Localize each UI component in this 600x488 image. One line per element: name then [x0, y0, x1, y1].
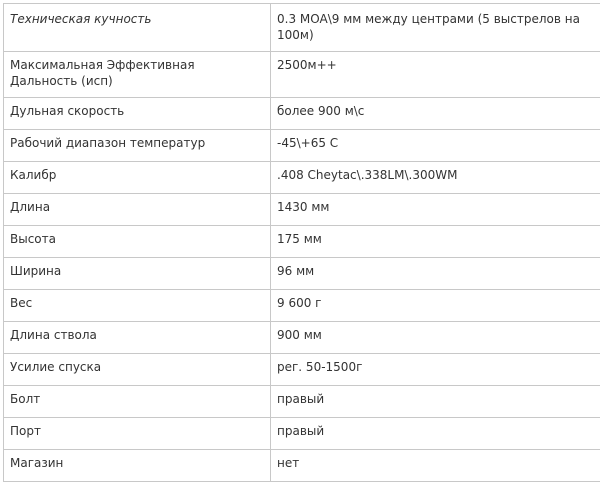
- spec-label: Длина ствола: [4, 322, 271, 354]
- table-row: [4, 226, 600, 258]
- spec-label: Порт: [4, 418, 271, 450]
- table-row: [4, 4, 600, 52]
- spec-label: Рабочий диапазон температур: [4, 130, 271, 162]
- spec-value: 9 600 г: [271, 290, 600, 322]
- spec-label: Калибр: [4, 162, 271, 194]
- spec-value: нет: [271, 450, 600, 482]
- table-row: [4, 418, 600, 450]
- spec-value: 2500м++: [271, 52, 600, 98]
- table-row: [4, 450, 600, 482]
- spec-value: 0.3 MOA\9 мм между центрами (5 выстрелов на 100м): [271, 4, 600, 52]
- spec-value: 175 мм: [271, 226, 600, 258]
- spec-label: Длина: [4, 194, 271, 226]
- spec-value: 1430 мм: [271, 194, 600, 226]
- spec-label: Высота: [4, 226, 271, 258]
- spec-value: .408 Cheytac\.338LM\.300WM: [271, 162, 600, 194]
- table-row: [4, 52, 600, 98]
- spec-value: 900 мм: [271, 322, 600, 354]
- spec-label: Магазин: [4, 450, 271, 482]
- specs-table: [3, 3, 600, 482]
- spec-label: Техническая кучность: [4, 4, 271, 52]
- table-row: [4, 354, 600, 386]
- spec-value: 96 мм: [271, 258, 600, 290]
- table-row: [4, 258, 600, 290]
- spec-value: правый: [271, 386, 600, 418]
- spec-value: рег. 50-1500г: [271, 354, 600, 386]
- spec-label: Ширина: [4, 258, 271, 290]
- spec-label: Усилие спуска: [4, 354, 271, 386]
- table-row: [4, 162, 600, 194]
- spec-value: правый: [271, 418, 600, 450]
- spec-value: более 900 м\с: [271, 98, 600, 130]
- spec-label: Болт: [4, 386, 271, 418]
- spec-label: Вес: [4, 290, 271, 322]
- table-row: [4, 322, 600, 354]
- table-row: [4, 130, 600, 162]
- table-row: [4, 194, 600, 226]
- spec-label: Дульная скорость: [4, 98, 271, 130]
- spec-value: -45\+65 С: [271, 130, 600, 162]
- table-row: [4, 290, 600, 322]
- spec-label: Максимальная Эффективная Дальность (исп): [4, 52, 271, 98]
- table-row: [4, 386, 600, 418]
- table-row: [4, 98, 600, 130]
